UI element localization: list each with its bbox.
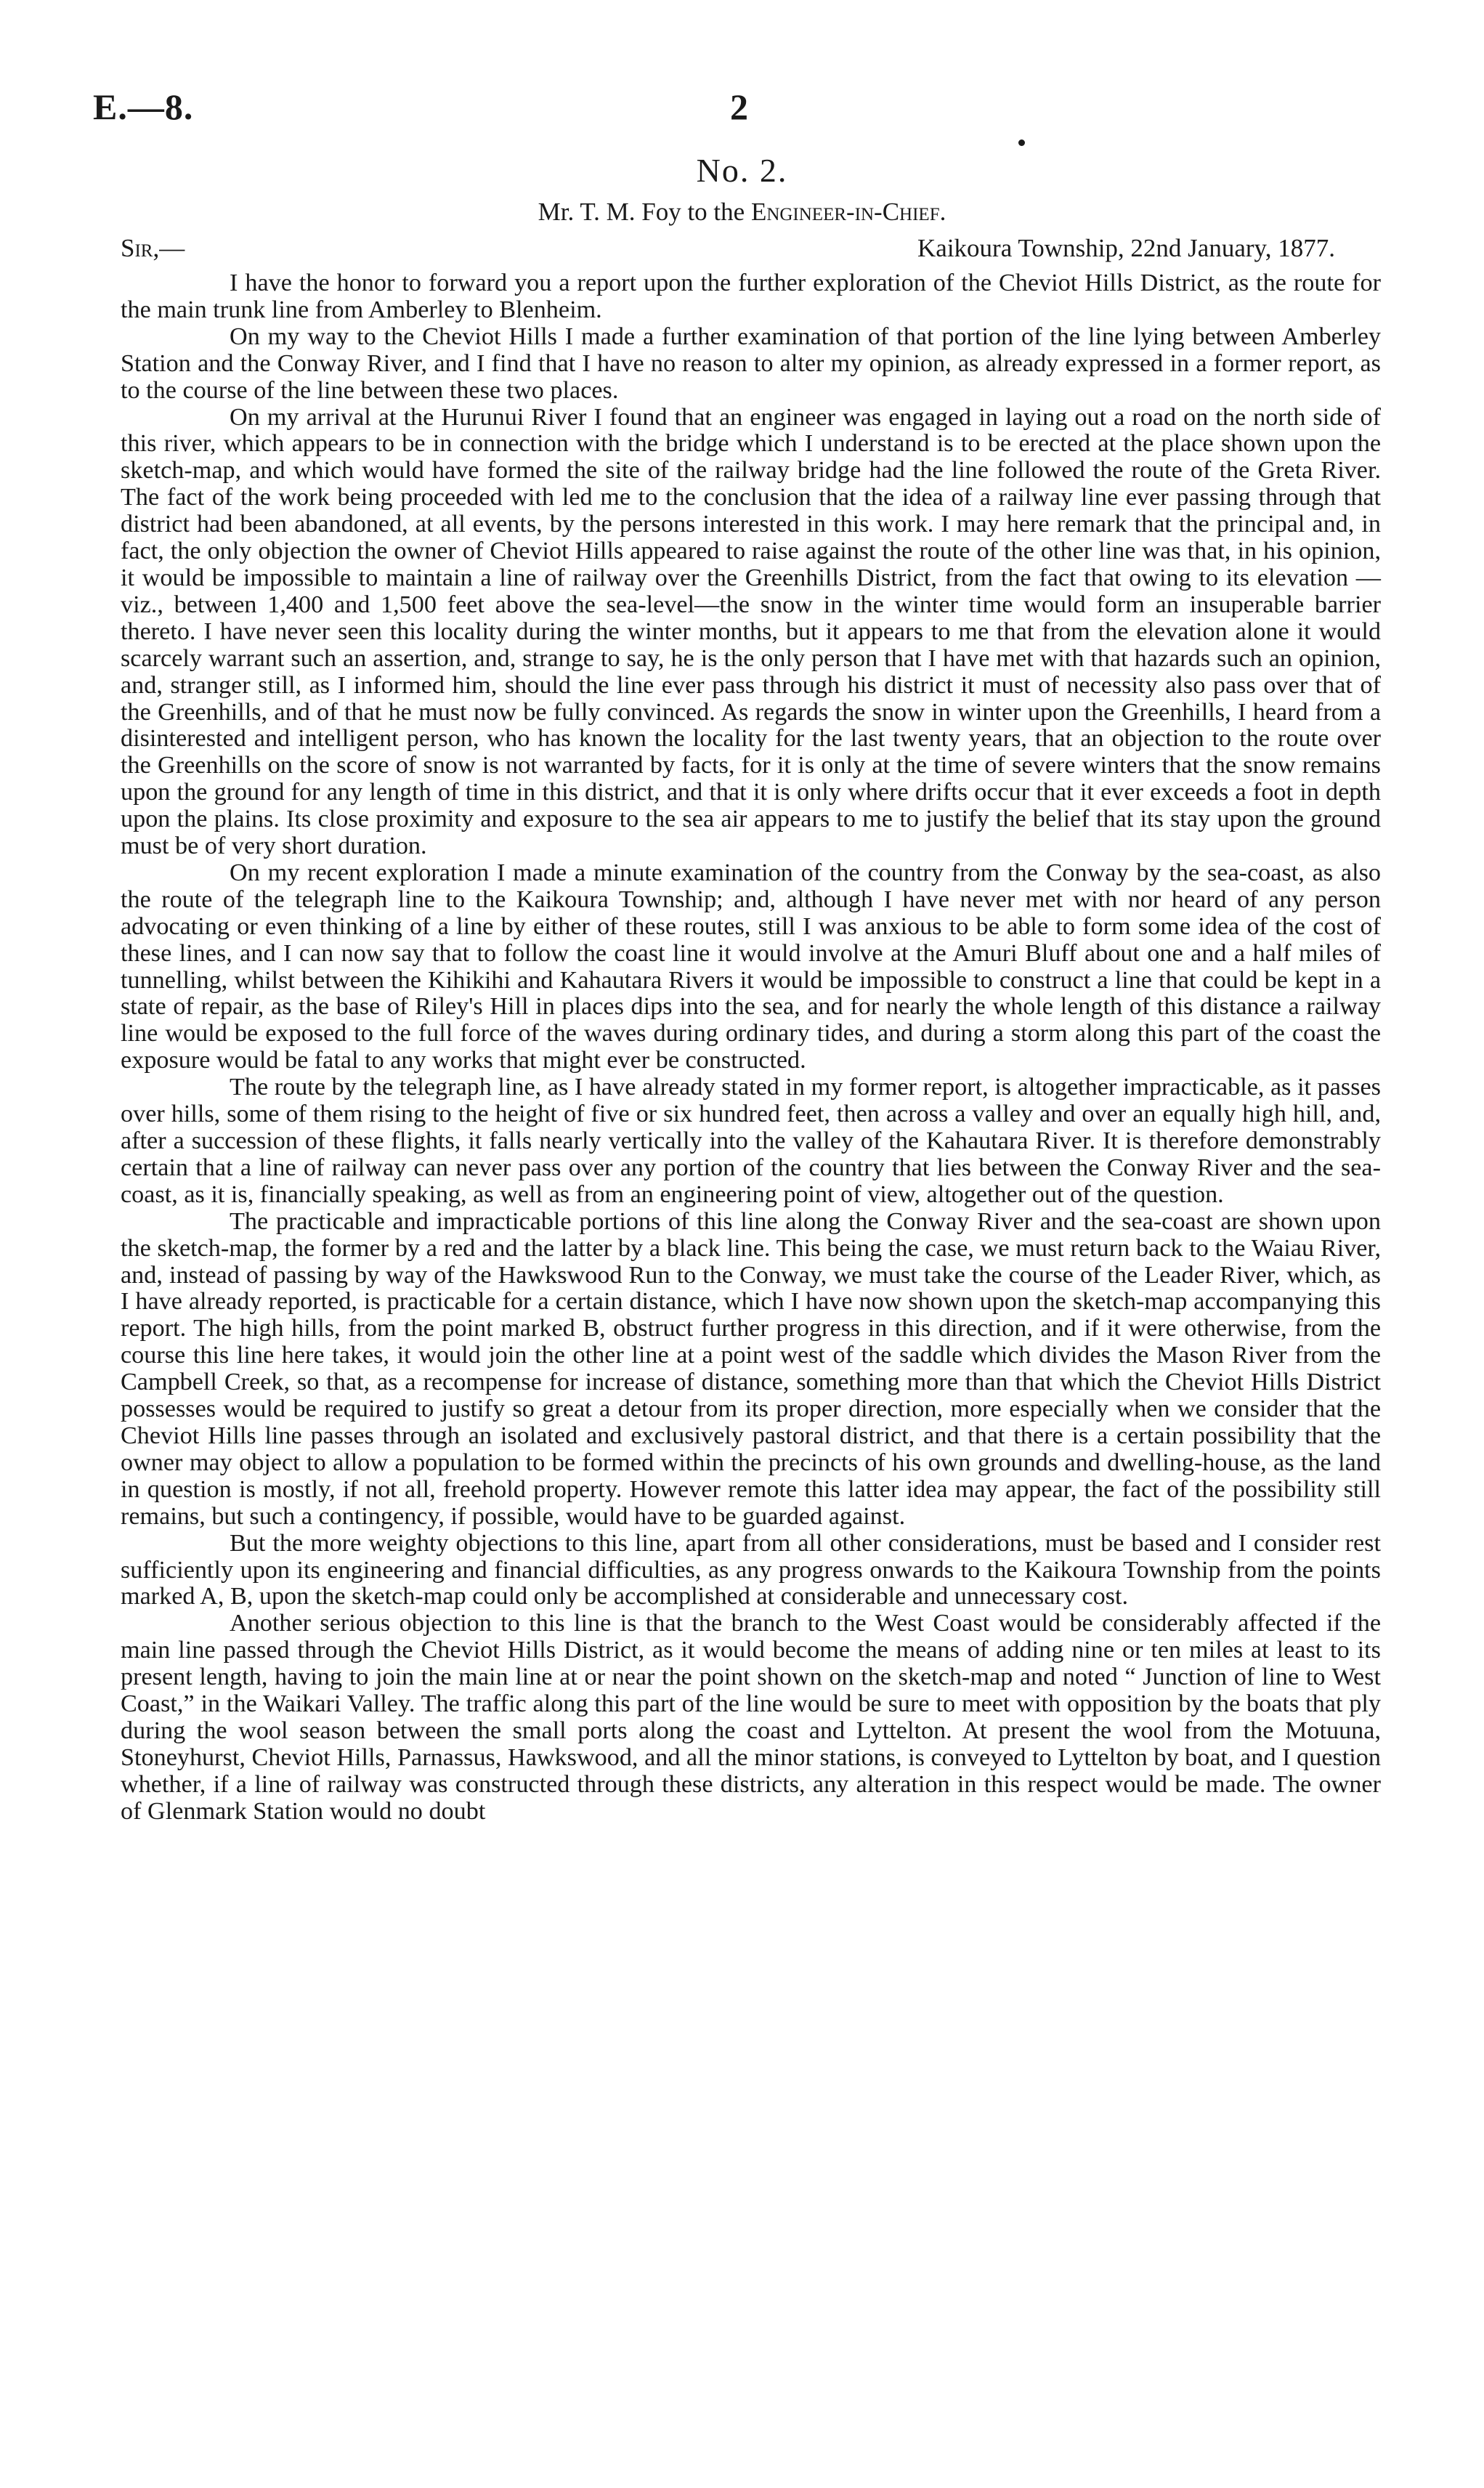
- paragraph: On my recent exploration I made a minute examination of the country from the Conway by the sea-coast, as also the route of the telegraph line to the Kaikoura Township; and, although I have never met with nor heard of any person advocating or even thinking of a line by either of these routes, still I was anxious to be able to form some idea of the cost of these lines, and I can now say that to follow the coast line it would involve at the Amuri Bluff about one and a half miles of tunnelling, whilst between the Kihikihi and Kahautara Rivers it would be impossible to construct a line that could be kept in a state of repair, as the base of Riley's Hill in places dips into the sea, and for nearly the whole length of this distance a railway line would be exposed to the full force of the waves during ordinary tides, and during a storm along this part of the coast the exposure would be fatal to any works that might ever be constructed.: [121, 859, 1381, 1074]
- page-number: 2: [730, 86, 748, 127]
- paragraph: On my way to the Cheviot Hills I made a further examination of that portion of the line lying between Amberley Station and the Conway River, and I find that I have no reason to alter my opinion, as already expressed in a former report, as to the course of the line between these two places.: [121, 323, 1381, 404]
- salutation: Sir,—: [121, 234, 185, 262]
- paragraph: The practicable and impracticable portions of this line along the Conway River and the sea-coast are shown upon the sketch-map, the former by a red and the latter by a black line. This being the case, we must return back to the Waiau River, and, instead of passing by way of the Hawkswood Run to the Conway, we must take the course of the Leader River, which, as I have already reported, is practicable for a certain distance, which I have now shown upon the sketch-map accompanying this report. The high hills, from the point marked B, obstruct further progress in this direction, and if it were otherwise, from the course this line here takes, it would join the other line at a point west of the saddle which divides the Mason River from the Campbell Creek, so that, as a recompense for increase of distance, something more than that which the Cheviot Hills District possesses would be required to justify so great a detour from its proper direction, more especially when we consider that the Cheviot Hills line passes through an isolated and exclusively pastoral district, and that there is a certain possibility that the owner may object to allow a population to be formed within the precincts of his own grounds and dwelling-house, as the land in question is mostly, if not all, freehold property. However remote this latter idea may appear, the fact of the possibility still remains, but such a contingency, if possible, would have to be guarded against.: [121, 1207, 1381, 1530]
- paragraph: The route by the telegraph line, as I have already stated in my former report, is altogether impracticable, as it passes over hills, some of them rising to the height of five or six hundred feet, then across a valley and over an equally high hill, and, after a succession of these flights, it falls nearly vertically into the valley of the Kahautara River. It is therefore demonstrably certain that a line of railway can never pass over any portion of the country that lies between the Conway River and the sea-coast, as it is, financially speaking, as well as from an engineering point of view, altogether out of the question.: [121, 1074, 1381, 1208]
- letter-number: No. 2.: [696, 152, 788, 189]
- document-reference: E.—8.: [93, 86, 194, 127]
- letter-from: Mr. T. M. Foy to the: [538, 198, 751, 226]
- paragraph: Another serious objection to this line is that the branch to the West Coast would be considerably affected if the main line passed through the Cheviot Hills District, as it would become the means of adding nine or ten miles at least to its present length, having to join the main line at or near the point shown on the sketch-map and noted “ Junction of line to West Coast,” in the Waikari Valley. The traffic along this part of the line would be sure to meet with opposition by the boats that ply during the wool season between the small ports along the coast and Lyttelton. At present the wool from the Motuuna, Stoneyhurst, Cheviot Hills, Parnassus, Hawkswood, and all the minor stations, is conveyed to Lyttelton by boat, and I question whether, if a line of railway was constructed through these districts, any alteration in this respect would be made. The owner of Glenmark Station would no doubt: [121, 1610, 1381, 1825]
- paragraph: But the more weighty objections to this line, apart from all other considerations, must be based and I consider rest sufficiently upon its engineering and financial difficulties, as any progress onwards to the Kaikoura Township from the points marked A, B, upon the sketch-map could only be accomplished at considerable and unnecessary cost.: [121, 1529, 1381, 1610]
- ink-dot: [1018, 139, 1025, 146]
- dateline: Kaikoura Township, 22nd January, 1877.: [917, 234, 1335, 262]
- letter-heading: [0, 198, 1484, 227]
- paragraph: I have the honor to forward you a report upon the further exploration of the Cheviot Hills District, as the route for the main trunk line from Amberley to Blenheim.: [121, 270, 1381, 323]
- letter-recipient: Engineer-in-Chief.: [750, 198, 946, 226]
- letter-body: [121, 270, 1381, 1826]
- paragraph: On my arrival at the Hurunui River I found that an engineer was engaged in laying out a road on the north side of this river, which appears to be in connection with the bridge which I understand is to be erected at the place shown upon the sketch-map, and which would have formed the site of the railway bridge had the line followed the route of the Greta River. The fact of the work being proceeded with led me to the conclusion that the idea of a railway line ever passing through that district had been abandoned, at all events, by the persons interested in this work. I may here remark that the principal and, in fact, the only objection the owner of Cheviot Hills appeared to raise against the route of the other line was that, in his opinion, it would be impossible to maintain a line of railway over the Greenhills District, from the fact that owing to its elevation — viz., between 1,400 and 1,500 feet above the sea-level—the snow in the winter time would form an insuperable barrier thereto. I have never seen this locality during the winter months, but it appears to me that from the elevation alone it would scarcely warrant such an assertion, and, strange to say, he is the only person that I have met with that hazards such an opinion, and, stranger still, as I informed him, should the line ever pass through his district it must of necessity also pass over that of the Greenhills, and of that he must now be fully convinced. As regards the snow in winter upon the Greenhills, I heard from a disinterested and intelligent person, who has known the locality for the last twenty years, that an objection to the route over the Greenhills on the score of snow is not warranted by facts, for it is only at the time of severe winters that the snow remains upon the ground for any length of time in this district, and that it is only where drifts occur that it ever exceeds a foot in depth upon the plains. Its close proximity and exposure to the sea air appears to me to justify the belief that its stay upon the ground must be of very short duration.: [121, 403, 1381, 860]
